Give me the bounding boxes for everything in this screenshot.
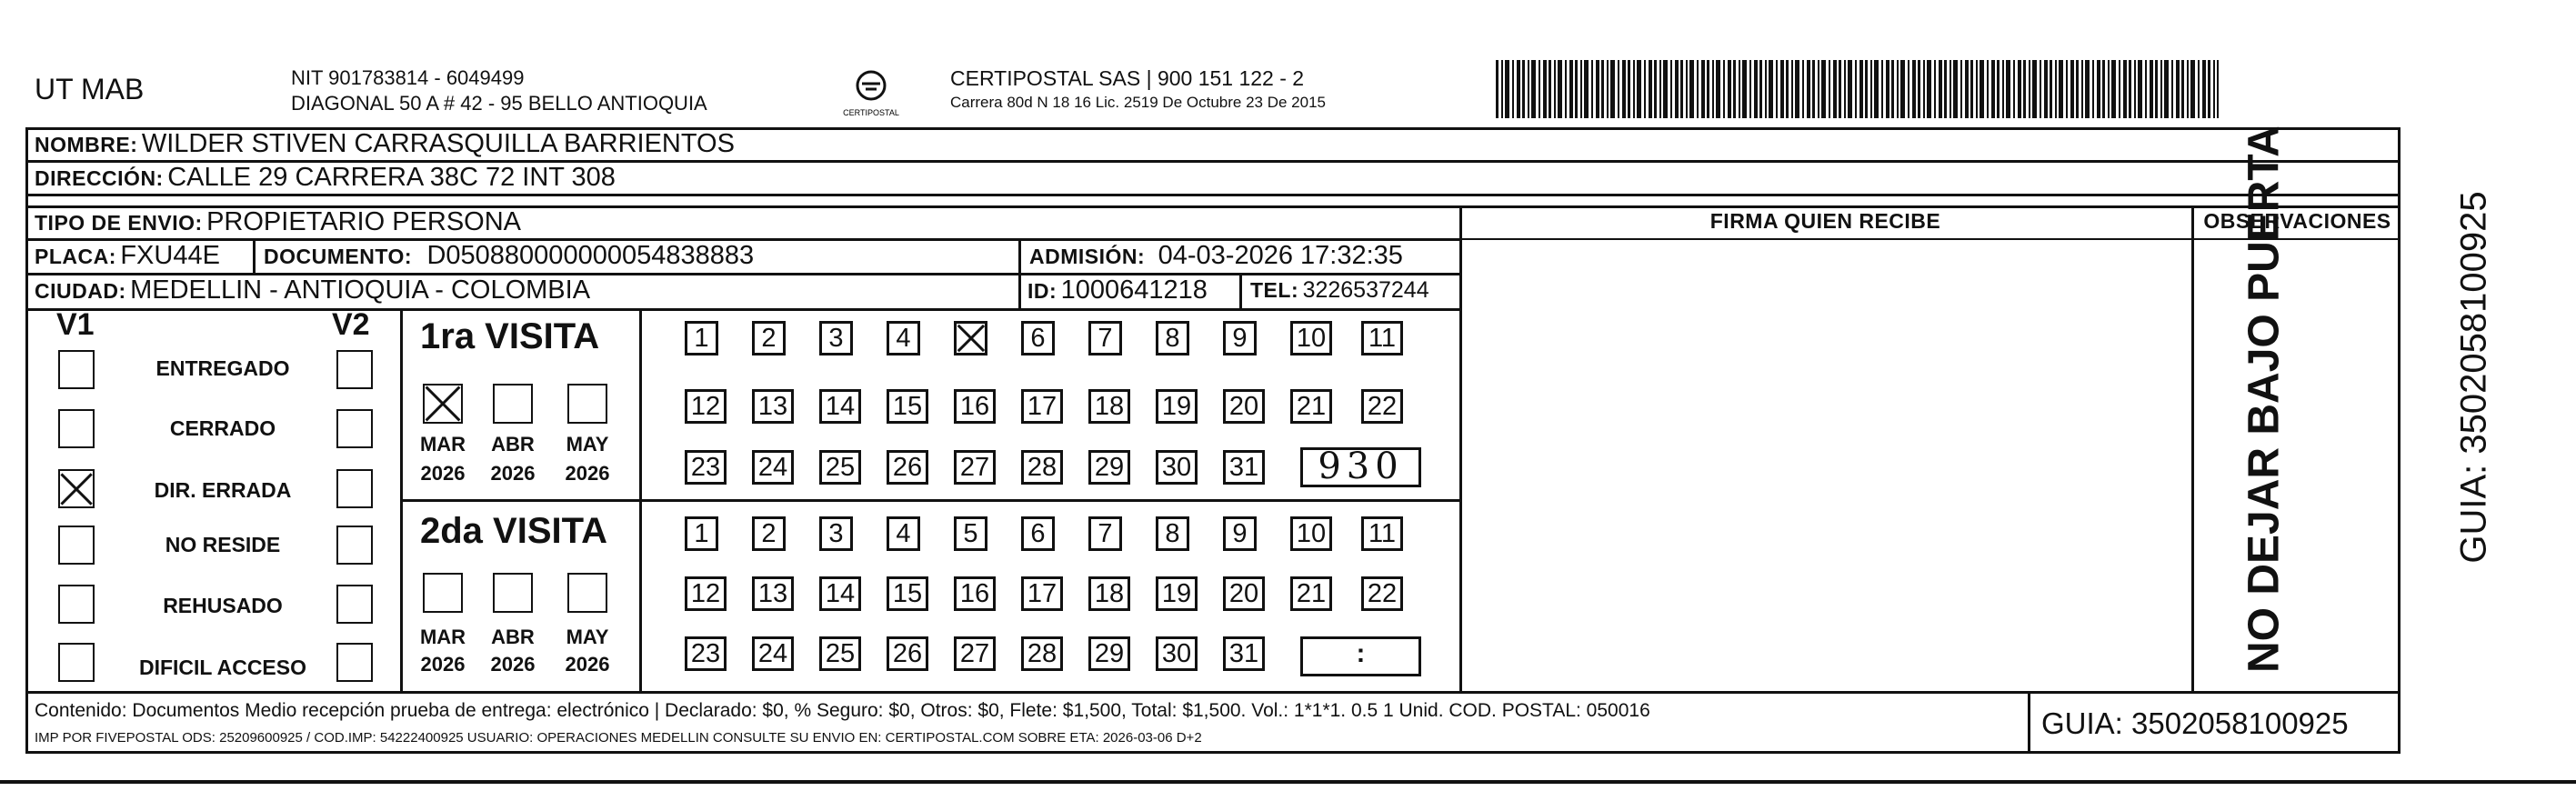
carrier-license: Carrera 80d N 18 16 Lic. 2519 De Octubre 23 De 2015 <box>950 94 1326 111</box>
visit2-month-may-checkbox[interactable] <box>567 573 607 613</box>
visit1-year-may: 2026 <box>565 462 610 485</box>
visit2-day[interactable]: 4 <box>887 516 920 551</box>
visit1-day[interactable]: 25 <box>819 450 861 485</box>
visit2-day[interactable]: 30 <box>1156 636 1198 671</box>
visit1-day[interactable]: 16 <box>954 389 996 424</box>
visit2-day[interactable]: 27 <box>954 636 996 671</box>
status-label-no-reside: NO RESIDE <box>165 533 281 556</box>
visit2-day[interactable]: 3 <box>819 516 853 551</box>
v2-checkbox-cerrado[interactable] <box>336 409 373 448</box>
visit1-month-mar: MAR <box>419 433 466 456</box>
company-address: DIAGONAL 50 A # 42 - 95 BELLO ANTIOQUIA <box>291 92 707 115</box>
visit1-day[interactable]: 31 <box>1223 450 1265 485</box>
visit1-day[interactable]: 6 <box>1021 321 1055 355</box>
visit1-day[interactable]: 24 <box>752 450 794 485</box>
documento-row <box>264 241 754 271</box>
visit1-title: 1ra VISITA <box>420 316 600 356</box>
visit1-day[interactable]: 13 <box>752 389 794 424</box>
visit1-day[interactable]: 18 <box>1088 389 1130 424</box>
visit2-day[interactable]: 5 <box>954 516 987 551</box>
visit1-day[interactable]: 30 <box>1156 450 1198 485</box>
v2-checkbox-dir-errada[interactable] <box>336 469 373 508</box>
tipo-label: TIPO DE ENVIO: <box>35 211 203 235</box>
visit1-day[interactable]: 14 <box>819 389 861 424</box>
tel-label: TEL: <box>1250 278 1299 302</box>
visit1-day[interactable]: 27 <box>954 450 996 485</box>
admision-row <box>1029 241 1403 271</box>
visit1-month-may-checkbox[interactable] <box>567 384 607 424</box>
nombre-label: NOMBRE: <box>35 133 138 156</box>
visit2-month-abr-checkbox[interactable] <box>493 573 533 613</box>
v2-checkbox-dificil-acceso[interactable] <box>336 643 373 682</box>
visit2-day[interactable]: 15 <box>887 576 928 611</box>
visit2-day[interactable]: 25 <box>819 636 861 671</box>
visit1-day[interactable]: 8 <box>1156 321 1189 355</box>
visit1-day[interactable]: 9 <box>1223 321 1257 355</box>
visit2-day[interactable]: 18 <box>1088 576 1130 611</box>
id-label: ID: <box>1027 279 1057 303</box>
documento-label: DOCUMENTO: <box>264 245 413 268</box>
visit2-year-mar: 2026 <box>420 653 466 676</box>
v2-checkbox-rehusado[interactable] <box>336 585 373 624</box>
visit1-day[interactable]: 7 <box>1088 321 1122 355</box>
visit2-day[interactable]: 31 <box>1223 636 1265 671</box>
visit2-day[interactable]: 10 <box>1290 516 1332 551</box>
visit2-day[interactable]: 28 <box>1021 636 1063 671</box>
v1-label: V1 <box>56 307 95 342</box>
placa-value: FXU44E <box>120 241 220 270</box>
id-row <box>1027 275 1208 305</box>
status-label-rehusado: REHUSADO <box>163 594 283 617</box>
visit2-day[interactable]: 24 <box>752 636 794 671</box>
visit1-day[interactable]: 10 <box>1290 321 1332 355</box>
visit1-day[interactable]: 15 <box>887 389 928 424</box>
firma-header: FIRMA QUIEN RECIBE <box>1709 209 1941 233</box>
visit2-month-mar-checkbox[interactable] <box>423 573 463 613</box>
v1-checkbox-cerrado[interactable] <box>58 409 95 448</box>
visit1-time-field[interactable]: 930 <box>1300 447 1421 487</box>
visit2-day[interactable]: 9 <box>1223 516 1257 551</box>
v1-checkbox-entregado[interactable] <box>58 350 95 389</box>
tel-value: 3226537244 <box>1302 277 1429 303</box>
visit2-day[interactable]: 17 <box>1021 576 1063 611</box>
visit2-day[interactable]: 1 <box>685 516 718 551</box>
visit1-day[interactable]: 17 <box>1021 389 1063 424</box>
visit2-day[interactable]: 19 <box>1156 576 1198 611</box>
tipo-value: PROPIETARIO PERSONA <box>206 207 522 236</box>
admision-value: 04-03-2026 17:32:35 <box>1158 241 1403 270</box>
visit2-day[interactable]: 26 <box>887 636 928 671</box>
visit1-day[interactable]: 22 <box>1361 389 1403 424</box>
visit2-day[interactable]: 16 <box>954 576 996 611</box>
status-label-dir-errada: DIR. ERRADA <box>154 478 292 502</box>
visit1-day[interactable]: 1 <box>685 321 718 355</box>
footer-print-line: IMP POR FIVEPOSTAL ODS: 25209600925 / COD.IMP: 54222400925 USUARIO: OPERACIONES MEDELLIN CONSULTE SU ENVIO EN: CERTIPOSTAL.COM SOBRE ETA: 2026-03-06 D+2 <box>35 730 1202 746</box>
visit2-time-field[interactable]: : <box>1300 636 1421 676</box>
visit2-month-mar: MAR <box>419 626 466 648</box>
visit1-day[interactable]: 12 <box>685 389 727 424</box>
nombre-value: WILDER STIVEN CARRASQUILLA BARRIENTOS <box>141 129 735 158</box>
status-label-cerrado: CERRADO <box>169 416 276 440</box>
visit1-day[interactable]: 29 <box>1088 450 1130 485</box>
svg-text:CERTIPOSTAL: CERTIPOSTAL <box>843 108 899 117</box>
admision-label: ADMISIÓN: <box>1029 245 1146 268</box>
company-nit: NIT 901783814 - 6049499 <box>291 66 525 89</box>
visit1-day-crossed[interactable] <box>954 321 987 355</box>
v2-label: V2 <box>332 307 370 342</box>
visit2-day[interactable]: 21 <box>1290 576 1332 611</box>
visit2-day[interactable]: 22 <box>1361 576 1403 611</box>
ciudad-label: CIUDAD: <box>35 279 126 303</box>
visit2-month-may: MAY <box>566 626 609 648</box>
ciudad-value: MEDELLIN - ANTIOQUIA - COLOMBIA <box>130 275 591 305</box>
visit1-day[interactable]: 3 <box>819 321 853 355</box>
visit2-day[interactable]: 12 <box>685 576 727 611</box>
visit1-day[interactable]: 4 <box>887 321 920 355</box>
tel-row <box>1250 277 1429 304</box>
visit2-day[interactable]: 2 <box>752 516 786 551</box>
status-label-dificil-acceso: DIFICIL ACCESO <box>138 656 306 679</box>
visit2-title: 2da VISITA <box>420 511 607 551</box>
footer-content-line: Contenido: Documentos Medio recepción prueba de entrega: electrónico | Declarado: $0, % Seguro: $0, Otros: $0, Flete: $1,500, Total: $1,500. Vol.: 1*1*1. 0.5 1 Unid. COD. POSTAL: 050016 <box>35 700 1650 721</box>
visit1-day[interactable]: 23 <box>685 450 727 485</box>
visit1-day[interactable]: 19 <box>1156 389 1198 424</box>
side-guia: GUIA: 3502058100925 <box>2453 191 2494 564</box>
visit2-day[interactable]: 7 <box>1088 516 1122 551</box>
visit1-day[interactable]: 21 <box>1290 389 1332 424</box>
observations-area[interactable] <box>2196 242 2398 689</box>
visit1-day[interactable]: 20 <box>1223 389 1265 424</box>
placa-label: PLACA: <box>35 245 116 268</box>
documento-value: D050880000000054838883 <box>426 241 755 270</box>
id-value: 1000641218 <box>1060 275 1208 305</box>
visit2-day[interactable]: 29 <box>1088 636 1130 671</box>
visit1-year-mar: 2026 <box>420 462 466 485</box>
visit1-month-abr: ABR <box>491 433 535 456</box>
visit2-day[interactable]: 11 <box>1361 516 1403 551</box>
visit2-day[interactable]: 20 <box>1223 576 1265 611</box>
visit2-month-abr: ABR <box>491 626 535 648</box>
footer-guia: GUIA: 3502058100925 <box>2041 706 2349 740</box>
placa-row <box>35 241 220 271</box>
visit1-month-may: MAY <box>566 433 609 456</box>
direccion-value: CALLE 29 CARRERA 38C 72 INT 308 <box>167 163 616 192</box>
v1-checkbox-no-reside[interactable] <box>58 526 95 565</box>
visit1-day[interactable]: 28 <box>1021 450 1063 485</box>
company-name: UT MAB <box>35 73 145 105</box>
signature-area[interactable] <box>1464 242 2190 689</box>
nombre-row <box>35 129 735 159</box>
carrier-name: CERTIPOSTAL SAS | 900 151 122 - 2 <box>950 66 1305 90</box>
visit2-year-may: 2026 <box>565 653 610 676</box>
visit1-day[interactable]: 11 <box>1361 321 1403 355</box>
observaciones-header: OBSERVACIONES <box>2203 209 2391 233</box>
visit2-day[interactable]: 14 <box>819 576 861 611</box>
certipostal-logo-icon <box>835 65 907 120</box>
direccion-label: DIRECCIÓN: <box>35 166 164 190</box>
v1-checkbox-rehusado[interactable] <box>58 585 95 624</box>
visit2-year-abr: 2026 <box>490 653 536 676</box>
v2-checkbox-entregado[interactable] <box>336 350 373 389</box>
visit2-day[interactable]: 6 <box>1021 516 1055 551</box>
tipo-row <box>35 207 521 237</box>
visit1-day[interactable]: 26 <box>887 450 928 485</box>
visit1-year-abr: 2026 <box>490 462 536 485</box>
visit1-month-abr-checkbox[interactable] <box>493 384 533 424</box>
ciudad-row <box>35 275 590 305</box>
v1-checkbox-dir-errada[interactable] <box>58 469 95 508</box>
barcode <box>1496 60 2219 118</box>
v2-checkbox-no-reside[interactable] <box>336 526 373 565</box>
visit2-day[interactable]: 23 <box>685 636 727 671</box>
visit1-month-mar-checkbox[interactable] <box>423 384 463 424</box>
visit1-day[interactable]: 2 <box>752 321 786 355</box>
v1-checkbox-dificil-acceso[interactable] <box>58 643 95 682</box>
visit2-day[interactable]: 8 <box>1156 516 1189 551</box>
status-label-entregado: ENTREGADO <box>155 356 290 380</box>
no-dejar-bajo-puerta: NO DEJAR BAJO PUERTA <box>2240 125 2289 673</box>
visit2-day[interactable]: 13 <box>752 576 794 611</box>
direccion-row <box>35 163 616 193</box>
